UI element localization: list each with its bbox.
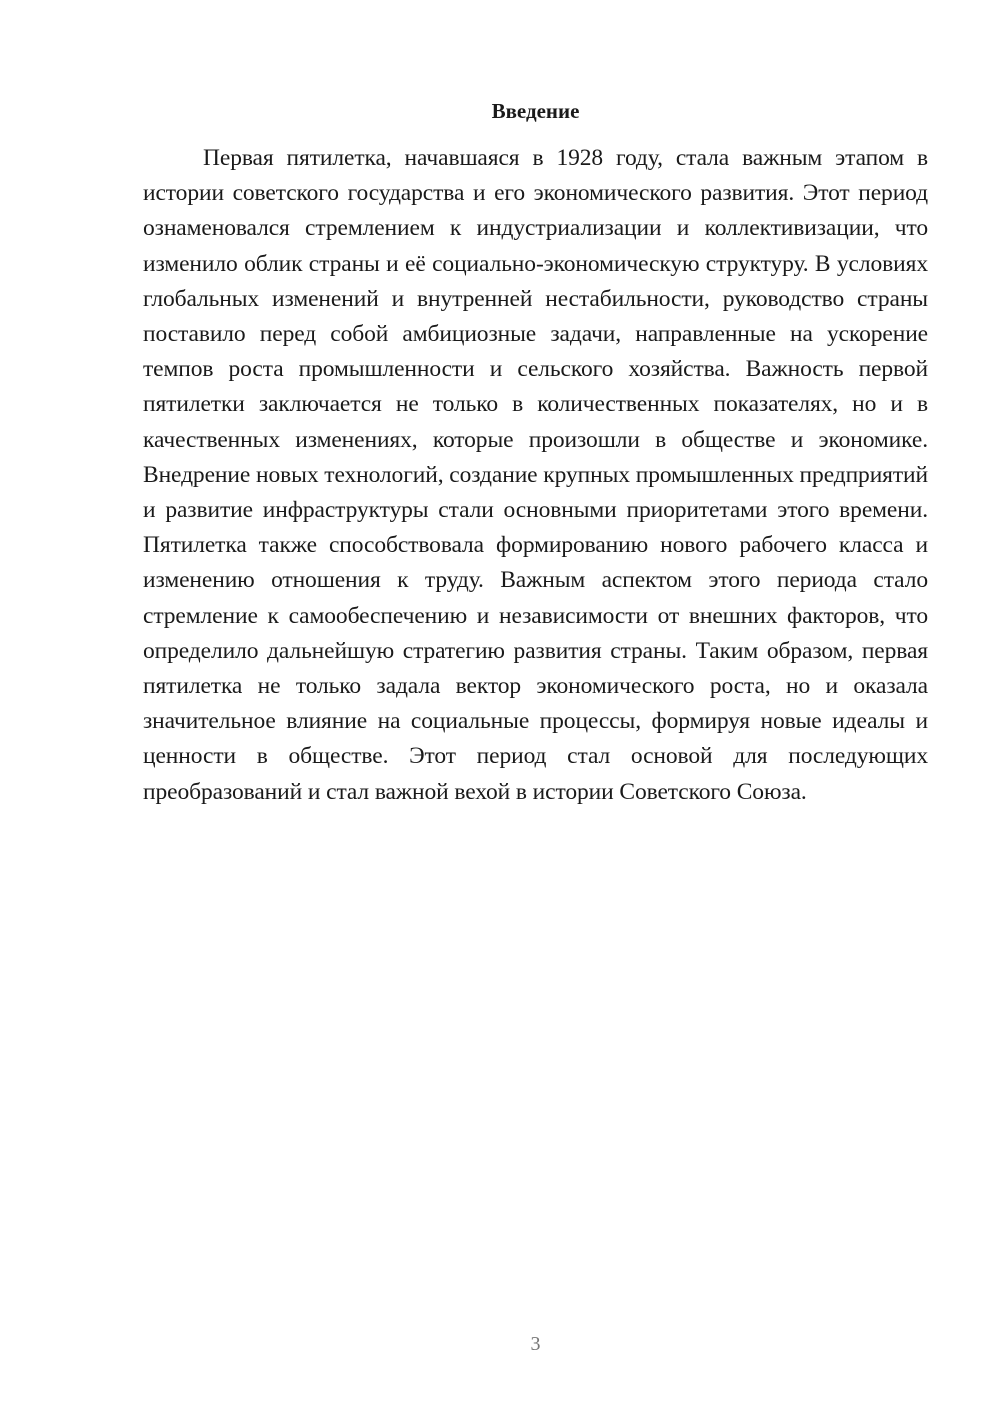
section-title: Введение (491, 99, 580, 123)
body-paragraph: Первая пятилетка, начавшаяся в 1928 году, стала важным этапом в истории советского государства и его экономического развития. Этот период ознаменовался стремлением к индустриализации и коллективизации, что изменило облик страны и её социально-экономическую структуру. В условиях глобальных изменений и внутренней нестабильности, руководство страны поставило перед собой амбициозные задачи, направленные на ускорение темпов роста промышленности и сельского хозяйства. Важность первой пятилетки заключается не только в количественных показателях, но и в качественных изменениях, которые произошли в обществе и экономике. Внедрение новых технологий, создание крупных промышленных предприятий и развитие инфраструктуры стали основными приоритетами этого времени. Пятилетка также способствовала формированию нового рабочего класса и изменению отношения к труду. Важным аспектом этого периода стало стремление к самообеспечению и независимости от внешних факторов, что определило дальнейшую стратегию развития страны. Таким образом, первая пятилетка не только задала вектор экономического роста, но и оказала значительное влияние на социальные процессы, формируя новые идеалы и ценности в обществе. Этот период стал основой для последующих преобразований и стал важной вехой в истории Советского Союза. (143, 145, 928, 805)
page-number: 3 (530, 1333, 541, 1355)
